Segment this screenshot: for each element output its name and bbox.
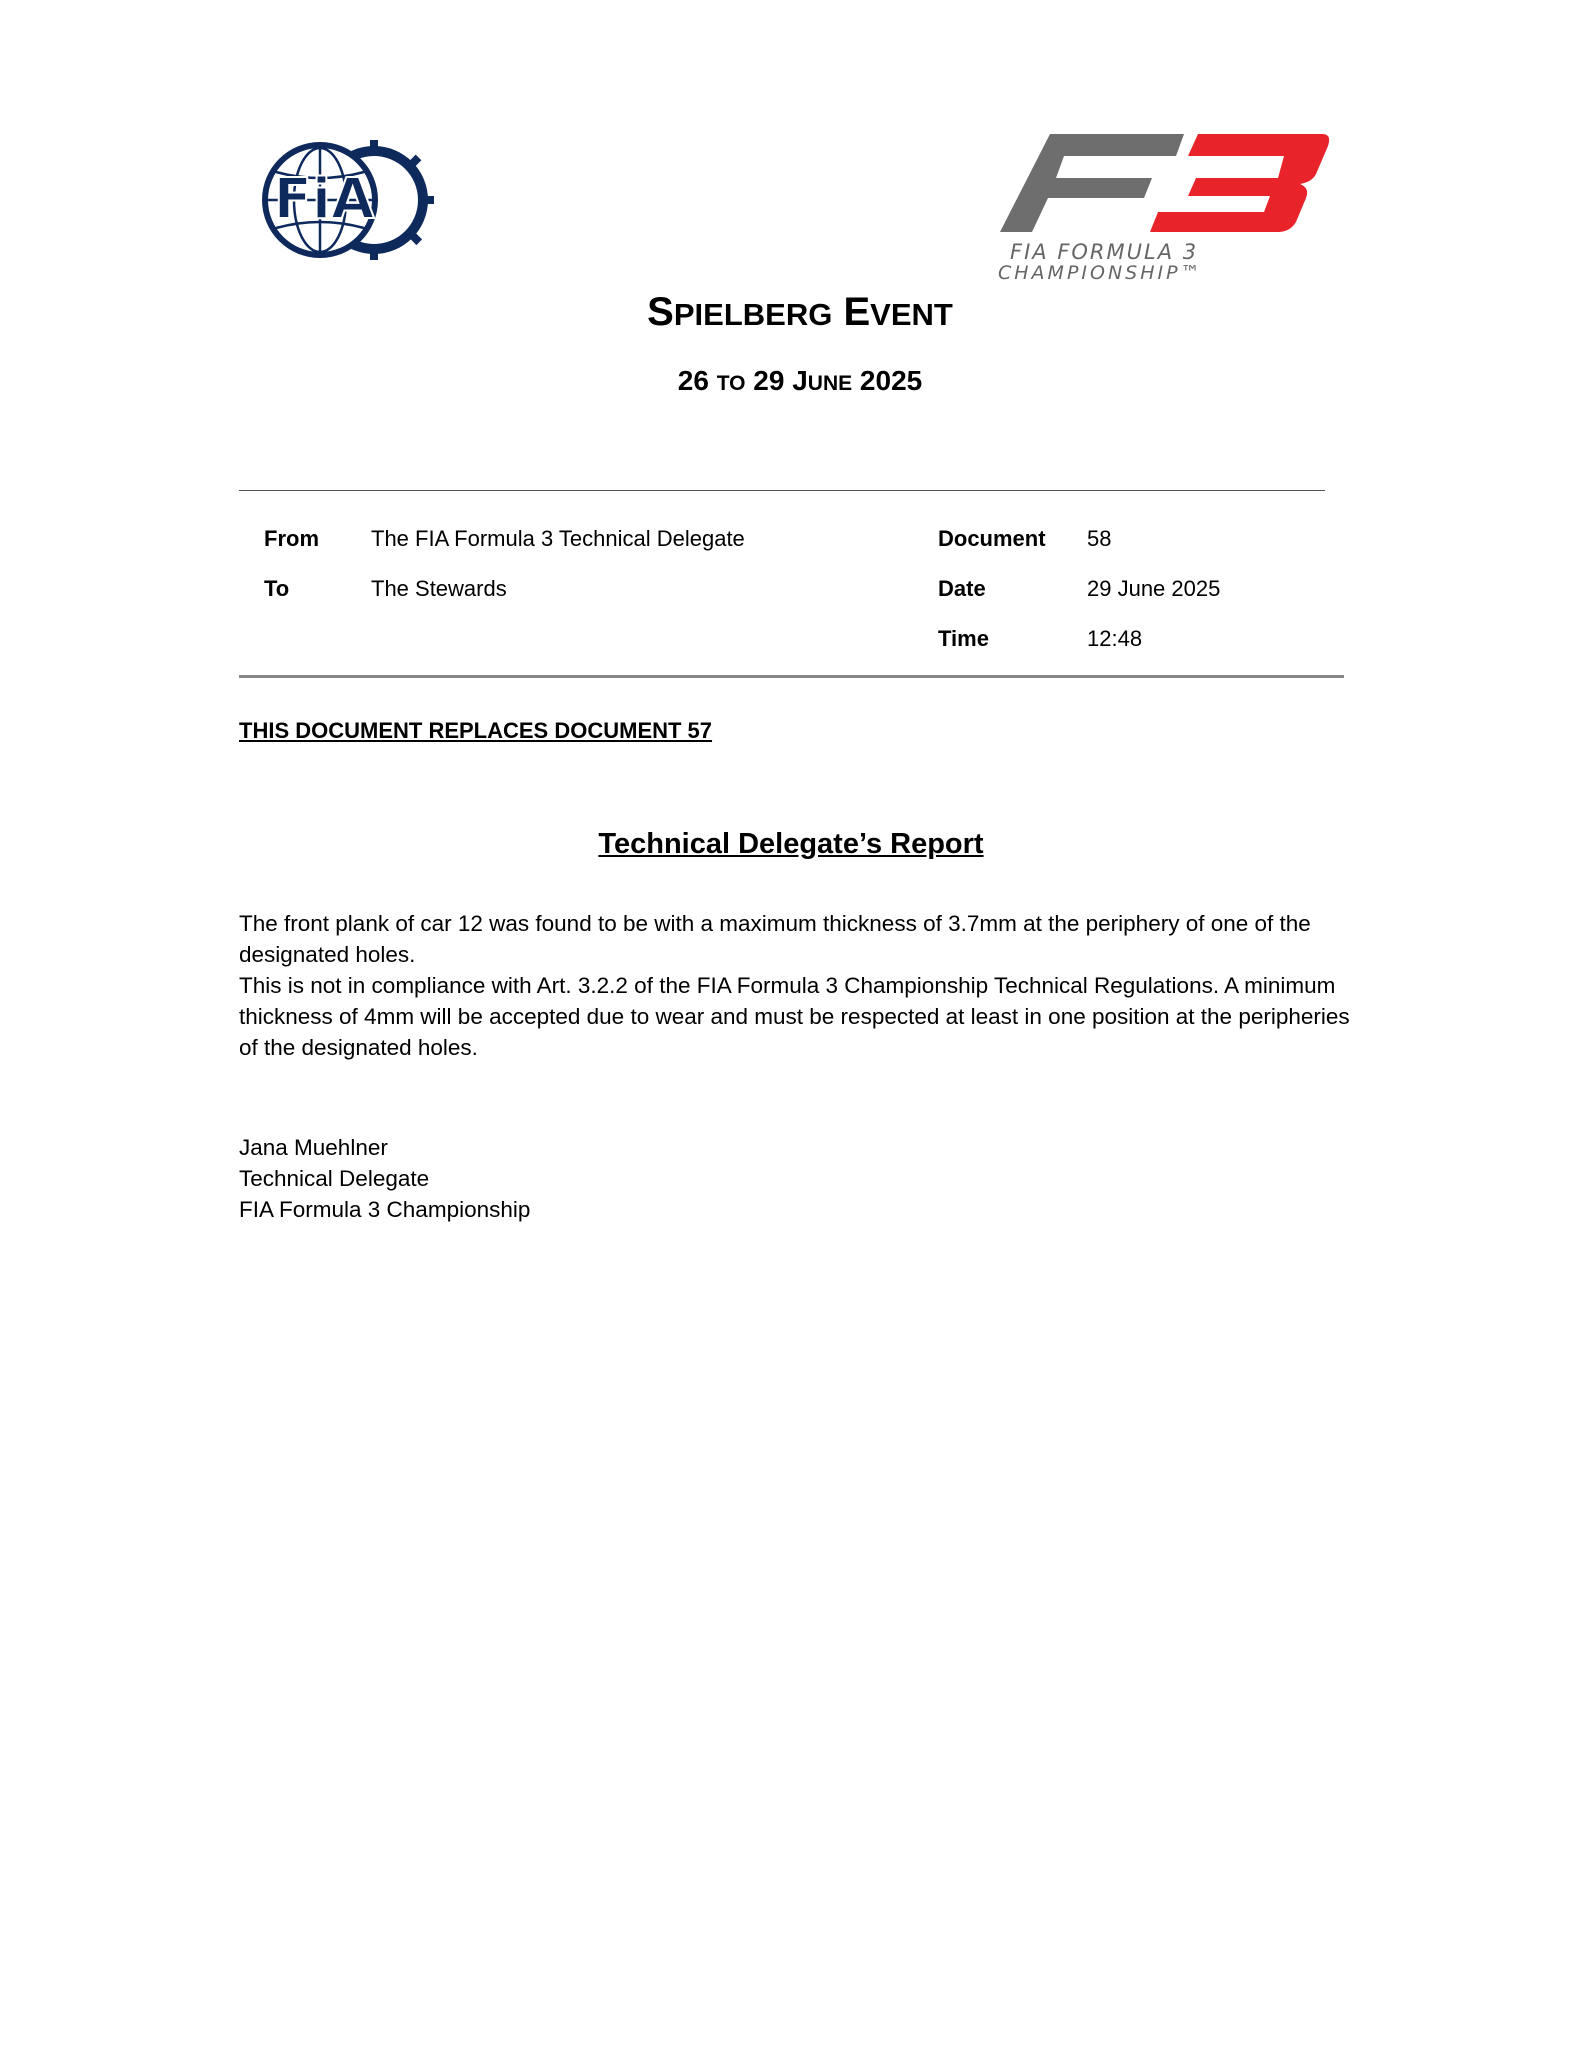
date-label: Date <box>938 576 986 601</box>
signatory-role: Technical Delegate <box>239 1166 430 1191</box>
replaces-notice: THIS DOCUMENT REPLACES DOCUMENT 57 <box>239 718 713 743</box>
meta-divider <box>239 675 1344 678</box>
to-label: To <box>264 576 290 601</box>
event-title: SPIELBERG EVENT <box>647 290 953 334</box>
signatory-organisation: FIA Formula 3 Championship <box>239 1197 531 1222</box>
from-value: The FIA Formula 3 Technical Delegate <box>371 526 745 551</box>
document-label: Document <box>938 526 1046 551</box>
fia-logo <box>256 138 436 262</box>
from-label: From <box>264 526 319 551</box>
document-number: 58 <box>1087 526 1112 551</box>
header-divider <box>239 490 1325 491</box>
to-value: The Stewards <box>371 576 507 601</box>
report-paragraph-1: The front plank of car 12 was found to be with a maximum thickness of 3.7mm at the periphery of one of the designated holes. <box>239 911 1311 967</box>
report-paragraph-2: This is not in compliance with Art. 3.2.2 of the FIA Formula 3 Championship Technical Regulations. A minimum thickness of 4mm will be accepted due to wear and must be respected at least in one position at the peripheries of the designated holes. <box>239 973 1350 1060</box>
report-title: Technical Delegate’s Report <box>598 828 984 860</box>
time-value: 12:48 <box>1087 626 1143 651</box>
f3-championship-logo <box>992 128 1332 288</box>
f3-mark-icon <box>992 128 1332 240</box>
signatory-name: Jana Muehlner <box>239 1135 388 1160</box>
f3-logo-line-1: FIA FORMULA 3 <box>1010 240 1199 264</box>
date-value: 29 June 2025 <box>1087 576 1221 601</box>
fia-logo-lettering: FiA <box>273 167 375 232</box>
event-dates: 26 TO 29 JUNE 2025 <box>677 365 923 396</box>
f3-logo-line-2: CHAMPIONSHIP™ <box>998 262 1203 284</box>
time-label: Time <box>938 626 989 651</box>
